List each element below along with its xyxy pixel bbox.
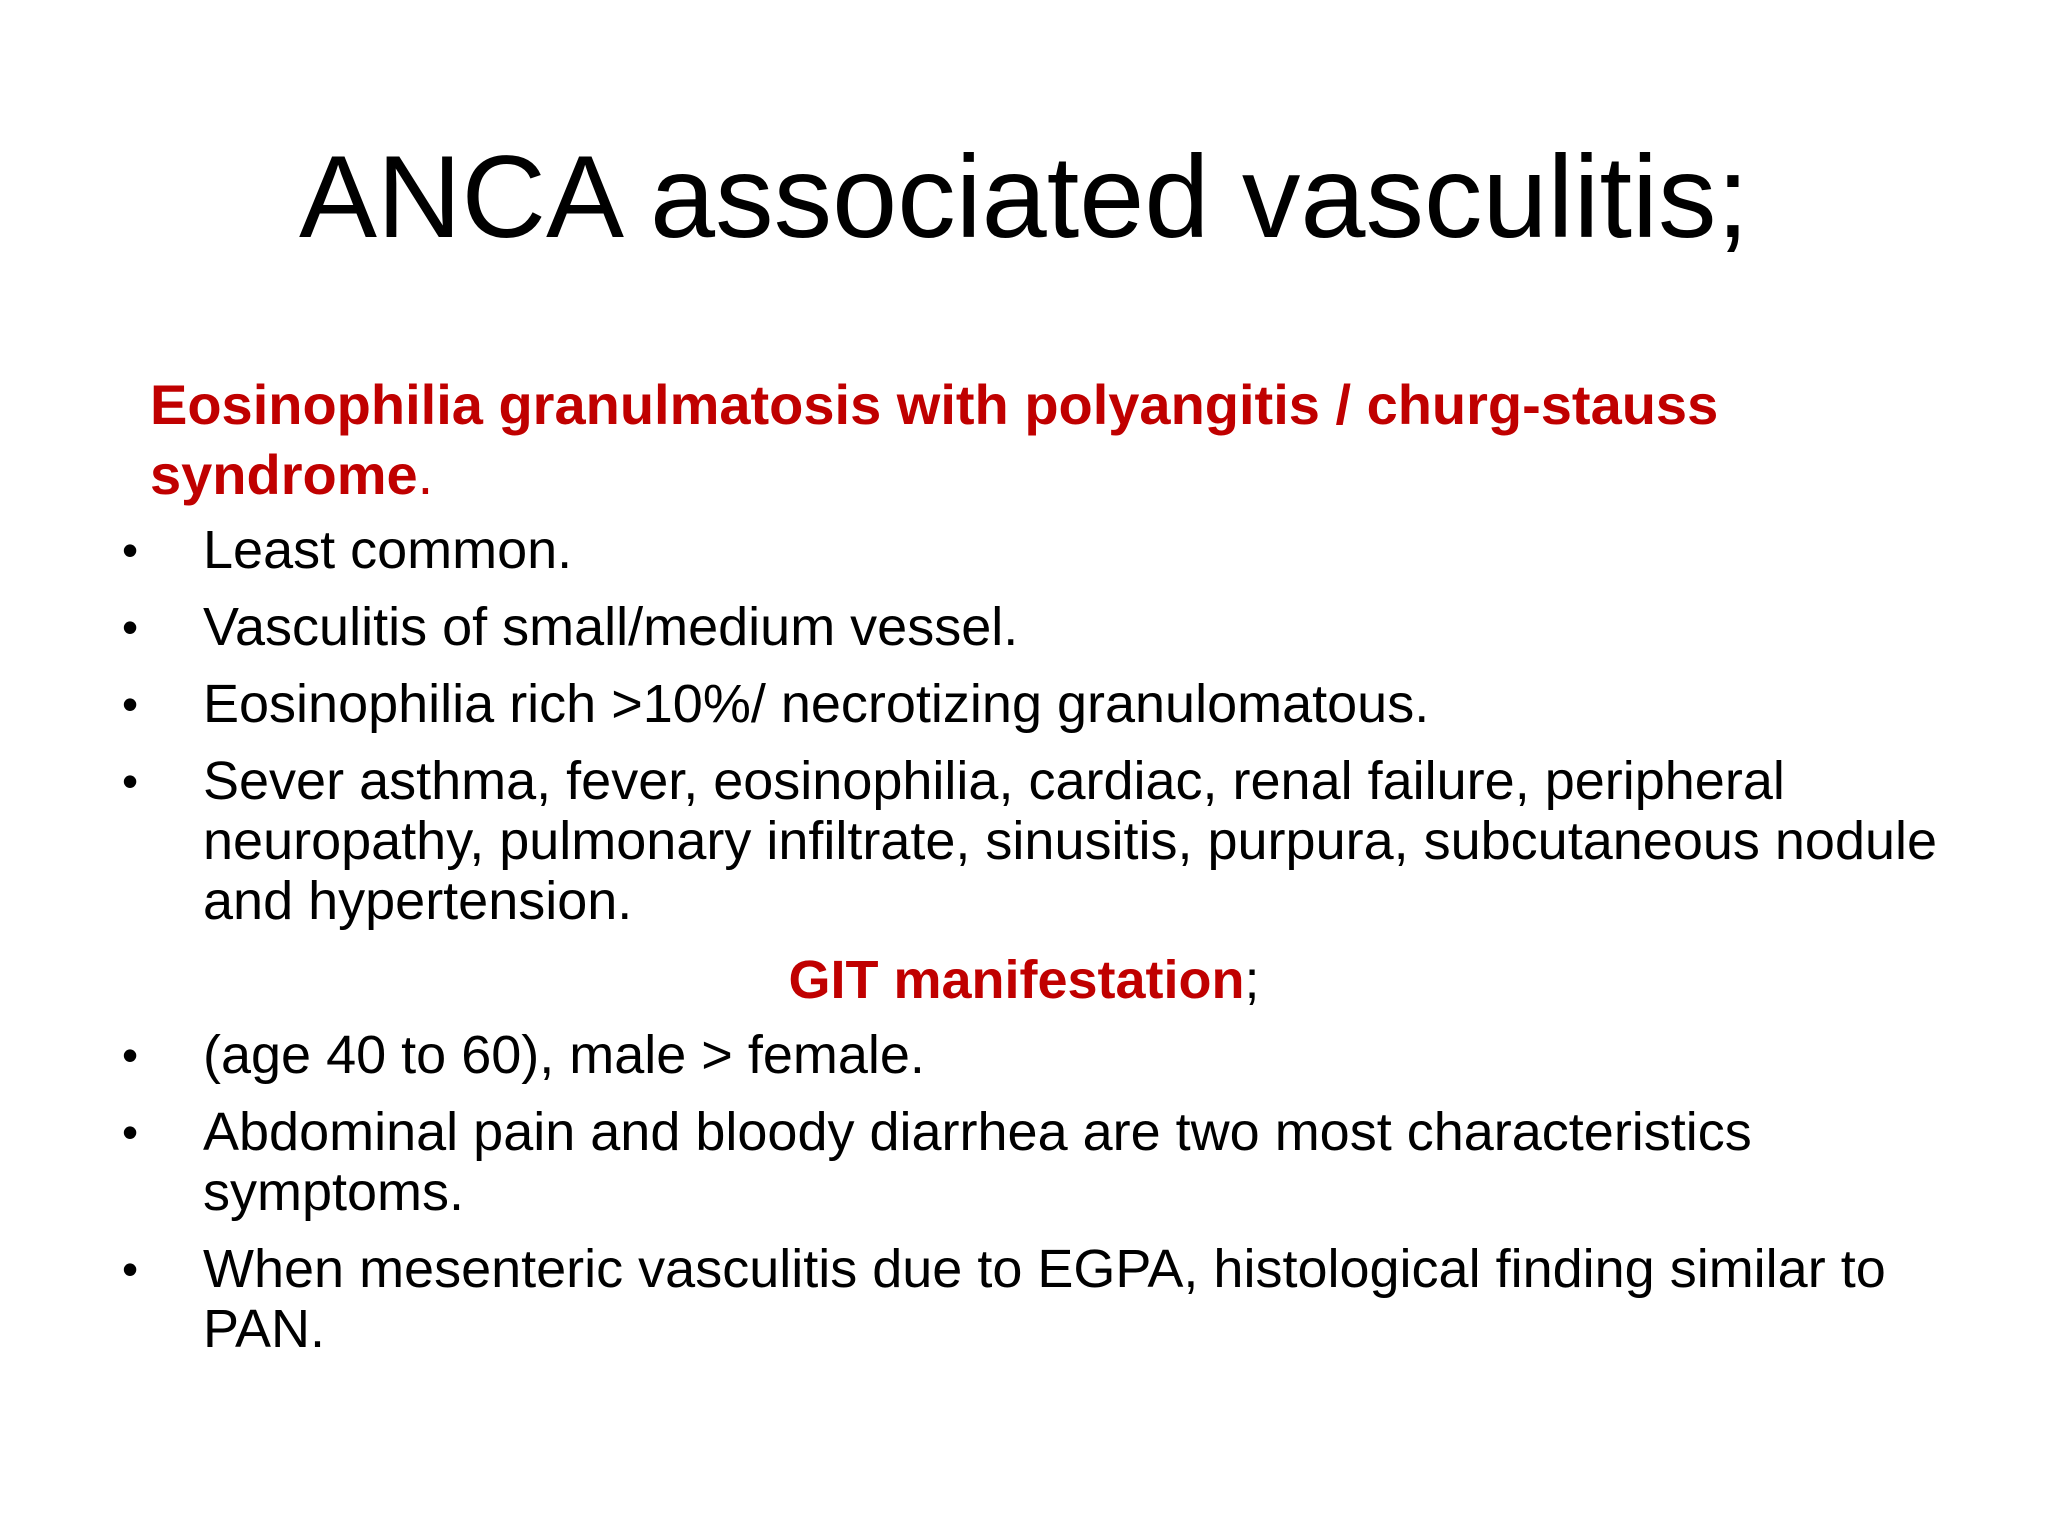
list-item-text: When mesenteric vasculitis due to EGPA, histological finding similar to PAN. <box>203 1239 1886 1359</box>
bullet-list-overview <box>0 520 2048 948</box>
bullet-icon: • <box>122 524 139 576</box>
section-heading-period: . <box>417 443 434 506</box>
list-item-text: (age 40 to 60), male > female. <box>203 1025 925 1085</box>
list-item-text: Sever asthma, fever, eosinophilia, cardiac, renal failure, peripheral neuropathy, pulmonary infiltrate, sinusitis, purpura, subcutaneous nodule and hypertension. <box>203 751 1938 931</box>
bullet-icon: • <box>122 1243 139 1295</box>
slide-title: ANCA associated vasculitis; <box>298 131 1750 262</box>
list-item-text: Vasculitis of small/medium vessel. <box>203 597 1019 657</box>
git-subheading-text: GIT manifestation <box>788 950 1245 1010</box>
git-subheading <box>0 945 2048 1015</box>
list-item <box>0 597 1948 657</box>
list-item-text: Abdominal pain and bloody diarrhea are two most characteristics symptoms. <box>203 1102 1752 1222</box>
bullet-icon: • <box>122 601 139 653</box>
list-item <box>0 674 1948 734</box>
section-heading <box>150 370 1950 510</box>
list-item <box>0 1025 1948 1085</box>
list-item-text: Least common. <box>203 520 573 580</box>
bullet-icon: • <box>122 1106 139 1158</box>
list-item <box>0 1102 1948 1222</box>
list-item-text: Eosinophilia rich >10%/ necrotizing granulomatous. <box>203 674 1430 734</box>
list-item <box>0 751 1948 931</box>
list-item <box>0 520 1948 580</box>
list-item <box>0 1239 1948 1359</box>
bullet-icon: • <box>122 1029 139 1081</box>
bullet-icon: • <box>122 678 139 730</box>
bullet-list-git <box>0 1025 2048 1376</box>
git-subheading-semicolon: ; <box>1244 950 1260 1010</box>
bullet-icon: • <box>122 755 139 807</box>
section-heading-text: Eosinophilia granulmatosis with polyangitis / churg-stauss syndrome <box>150 373 1719 506</box>
